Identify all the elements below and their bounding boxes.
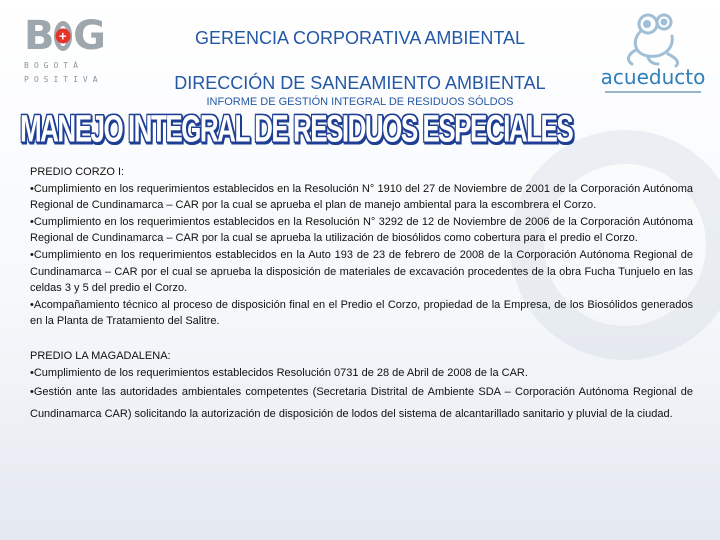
section-banner-text: MANEJO INTEGRAL DE RESIDUOS ESPECIALES [20,106,573,151]
list-item: •Acompañamiento técnico al proceso de disposición final en el Predio el Corzo, propiedad de la Empresa, de los Biosólidos generados en la Planta de Tratamiento del Salitre. [30,298,693,328]
bog-letter-g: G [73,13,104,59]
frog-icon [618,10,688,68]
report-title: INFORME DE GESTIÓN INTEGRAL DE RESIDUOS SÓLDOS [206,96,514,108]
list-item: •Cumplimiento en los requerimientos establecidos en la Resolución N° 3292 de 12 de Noviembre de 2006 de la Corporación Autónoma Regional de Cundinamarca – CAR por la cual se aprueba la utilización de biosólidos como cobertura para el predio el Corzo. [30,215,693,245]
acueducto-logo [598,10,708,96]
list-item: •Gestión ante las autoridades ambientales competentes (Secretaria Distrital de Ambiente SDA – Corporación Autónoma Regional de Cundinamarca CAR) solicitando la autorización de disposición de lodos del sistema de alcantarillado sanitario y pluvial de la ciudad. [30,386,693,421]
page-subtitle: DIRECCIÓN DE SANEAMIENTO AMBIENTAL [174,73,546,93]
document-body [30,164,693,425]
acueducto-wordmark: acueducto [600,65,706,89]
bog-subtitle-line1: BOGOTÁ [24,61,83,70]
bog-logo-letters [24,14,104,58]
section-heading-corzo: PREDIO CORZO I: [30,166,125,178]
section-heading-magdalena: PREDIO LA MAGADALENA: [30,349,171,362]
list-item: •Cumplimiento en los requerimientos establecidos en la Auto 193 de 23 de febrero de 2008 de la Corporación Autónoma Regional de Cundinamarca – CAR por el cual se aprueba la disposición de materiales de excavación procedentes de la obra Fucha Tunjuelo en las celdas 3 y 5 del predio el Corzo. [30,248,693,295]
list-item: •Cumplimiento de los requerimientos establecidos Resolución 0731 de 28 de Abril de 2008 de la CAR. [30,366,528,379]
section-spacer [30,330,693,348]
section-banner [20,106,573,154]
bog-circle-mark [54,21,73,51]
bogota-positiva-logo [24,14,104,90]
acueducto-tagline-bar [605,91,701,93]
bog-letter-b: B [24,13,53,59]
page-title: GERENCIA CORPORATIVA AMBIENTAL [194,28,526,48]
bog-subtitle-line2: POSITIVA [24,75,103,84]
list-item: •Cumplimiento en los requerimientos establecidos en la Resolución N° 1910 del 27 de Noviembre de 2001 de la Corporación Autónoma Regional de Cundinamarca – CAR por la cual se aprueba el plan de manejo ambiental para la escombrera el Corzo. [30,182,693,212]
plus-icon: + [55,29,70,44]
